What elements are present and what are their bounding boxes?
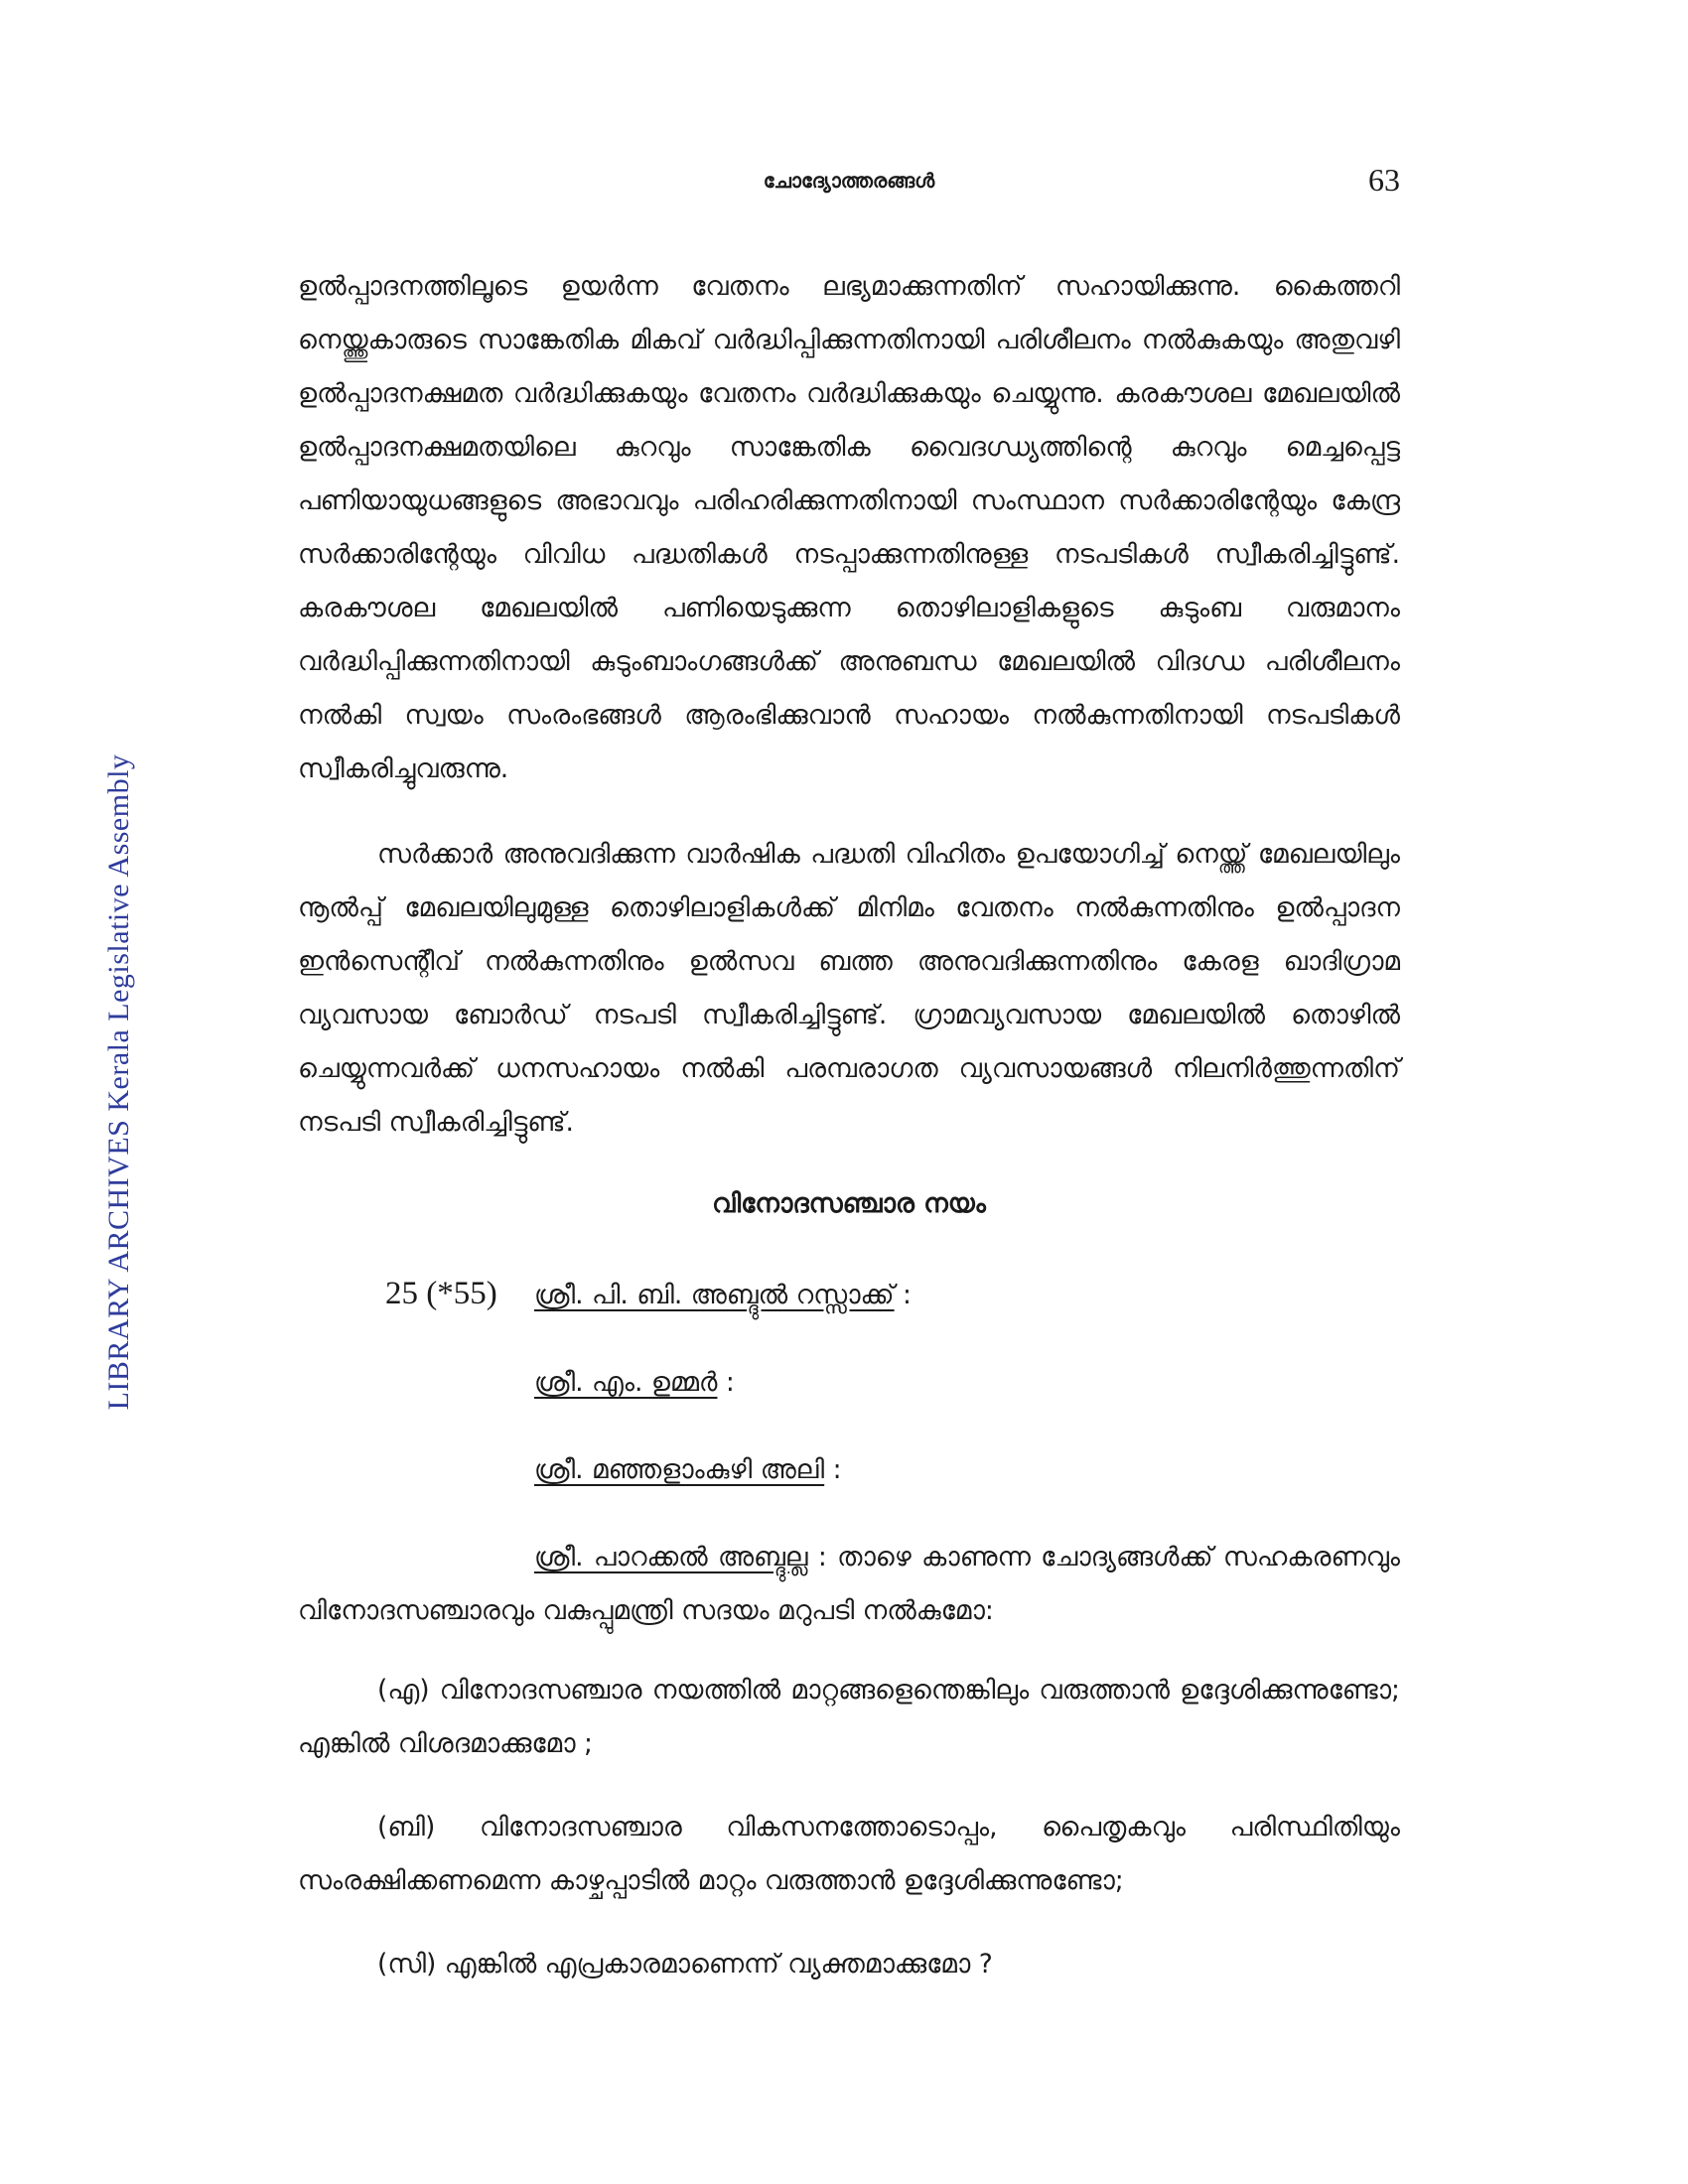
running-title: ചോദ്യോത്തരങ്ങൾ: [763, 169, 935, 193]
archive-watermark: LIBRARY ARCHIVES Kerala Legislative Assembly: [102, 753, 135, 1411]
question-header: [298, 1267, 1400, 1322]
member-name: ശ്രീ. എം. ഉമ്മർ: [534, 1367, 718, 1398]
colon: :: [832, 1454, 842, 1485]
question-item-b: (ബി) വിനോദസഞ്ചാര വികസനത്തോടൊപ്പം, പൈതൃകവും പരിസ്ഥിതിയും സംരക്ഷിക്കണമെന്ന കാഴ്ചപ്പാടിൽ മാറ്റം വരുത്താൻ ഉദ്ദേശിക്കുന്നുണ്ടോ;: [298, 1812, 1400, 1896]
question-item-a: (എ) വിനോദസഞ്ചാര നയത്തിൽ മാറ്റങ്ങളെന്തെങ്കിലും വരുത്താൻ ഉദ്ദേശിക്കുന്നുണ്ടോ; എങ്കിൽ വിശദമാക്കുമോ ;: [298, 1675, 1400, 1759]
page-body: [298, 260, 1400, 1991]
body-paragraph: സർക്കാർ അനുവദിക്കുന്ന വാർഷിക പദ്ധതി വിഹിതം ഉപയോഗിച്ച് നെയ്ത്ത് മേഖലയിലും നൂൽപ്പ് മേഖലയിലുമുള്ള തൊഴിലാളികൾക്ക് മിനിമം വേതനം നൽകുന്നതിനും ഉൽപ്പാദന ഇൻസെന്റീവ് നൽകുന്നതിനും ഉൽസവ ബത്ത അനുവദിക്കുന്നതിനും കേരള ഖാദിഗ്രാമ വ്യവസായ ബോർഡ് നടപടി സ്വീകരിച്ചിട്ടുണ്ട്. ഗ്രാമവ്യവസായ മേഖലയിൽ തൊഴിൽ ചെയ്യുന്നവർക്ക് ധനസഹായം നൽകി പരമ്പരാഗത വ്യവസായങ്ങൾ നിലനിർത്തുന്നതിന് നടപടി സ്വീകരിച്ചിട്ടുണ്ട്.: [298, 839, 1400, 1138]
page-number: 63: [1368, 162, 1400, 198]
question-item-c: (സി) എങ്കിൽ എപ്രകാരമാണെന്ന് വ്യക്തമാക്കുമോ ?: [377, 1949, 993, 1979]
question-intro-text: : താഴെ കാണുന്ന ചോദ്യങ്ങൾക്ക് സഹകരണവും വിനോദസഞ്ചാരവും വകുപ്പുമന്ത്രി സദയം മറുപടി നൽകുമോ:: [298, 1542, 1400, 1626]
body-paragraph: ഉൽപ്പാദനത്തിലൂടെ ഉയർന്ന വേതനം ലഭ്യമാക്കുന്നതിന് സഹായിക്കുന്നു. കൈത്തറി നെയ്ത്തുകാരുടെ സാങ്കേതിക മികവ് വർദ്ധിപ്പിക്കുന്നതിനായി പരിശീലനം നൽകുകയും അതുവഴി ഉൽപ്പാദനക്ഷമത വർദ്ധിക്കുകയും വേതനം വർദ്ധിക്കുകയും ചെയ്യുന്നു. കരകൗശല മേഖലയിൽ ഉൽപ്പാദനക്ഷമതയിലെ കുറവും സാങ്കേതിക വൈദഗ്ധ്യത്തിന്റെ കുറവും മെച്ചപ്പെട്ട പണിയായുധങ്ങളുടെ അഭാവവും പരിഹരിക്കുന്നതിനായി സംസ്ഥാന സർക്കാരിന്റേയും കേന്ദ്ര സർക്കാരിന്റേയും വിവിധ പദ്ധതികൾ നടപ്പാക്കുന്നതിനുള്ള നടപടികൾ സ്വീകരിച്ചിട്ടുണ്ട്. കരകൗശല മേഖലയിൽ പണിയെടുക്കുന്ന തൊഴിലാളികളുടെ കുടുംബ വരുമാനം വർദ്ധിപ്പിക്കുന്നതിനായി കുടുംബാംഗങ്ങൾക്ക് അനുബന്ധ മേഖലയിൽ വിദഗ്ധ പരിശീലനം നൽകി സ്വയം സംരംഭങ്ങൾ ആരംഭിക്കുവാൻ സഹായം നൽകുന്നതിനായി നടപടികൾ സ്വീകരിച്ചുവരുന്നു.: [298, 271, 1400, 784]
section-heading: വിനോദസഞ്ചാര നയം: [712, 1188, 986, 1219]
member-line: [298, 1443, 1400, 1497]
colon: :: [725, 1367, 735, 1398]
colon: :: [903, 1280, 912, 1310]
member-name: ശ്രീ. പാറക്കൽ അബ്ദുല്ല: [534, 1542, 808, 1572]
member-name: ശ്രീ. മഞ്ഞളാംകുഴി അലി: [534, 1454, 825, 1485]
member-line: [298, 1356, 1400, 1410]
member-name: ശ്രീ. പി. ബി. അബ്ദുൽ റസ്സാക്ക്: [534, 1280, 895, 1310]
question-intro: [298, 1531, 1400, 1638]
question-number: 25 (*55): [385, 1276, 497, 1311]
